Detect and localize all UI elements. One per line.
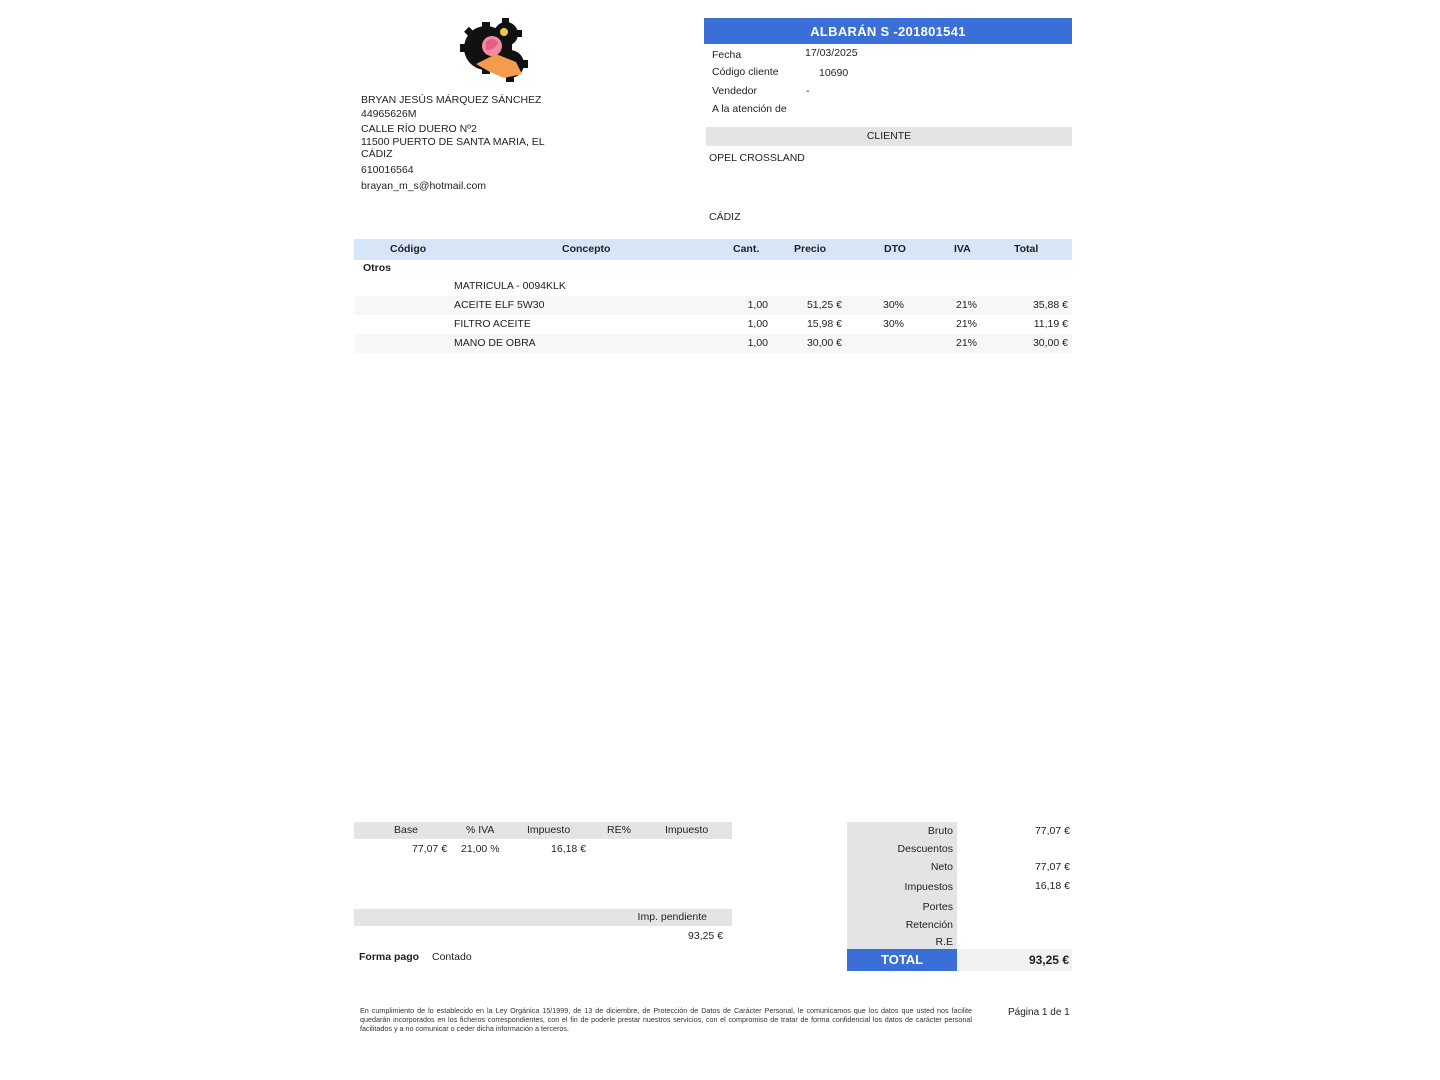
items-group-label: Otros bbox=[363, 262, 392, 274]
row-iva: 21% bbox=[956, 337, 978, 349]
bruto-value: 77,07 € bbox=[1034, 825, 1070, 837]
meta-vendedor-row bbox=[704, 82, 1072, 100]
row-concepto: ACEITE ELF 5W30 bbox=[454, 299, 545, 311]
codigo-cliente-label: Código cliente bbox=[712, 66, 779, 78]
row-concepto: MATRICULA - 0094KLK bbox=[454, 280, 566, 292]
meta-codigo-row bbox=[704, 64, 1072, 82]
cliente-city: CÁDIZ bbox=[709, 211, 741, 223]
row-cant: 1,00 bbox=[747, 299, 768, 311]
re-label: R.E bbox=[935, 936, 953, 948]
forma-pago-value: Contado bbox=[432, 951, 472, 963]
pendiente-value: 93,25 € bbox=[688, 930, 724, 942]
issuer-address: CALLE RÍO DUERO Nº2 bbox=[361, 122, 477, 135]
row-cant: 1,00 bbox=[747, 318, 768, 330]
tax-col-base: Base bbox=[394, 824, 418, 836]
descuentos-label: Descuentos bbox=[897, 843, 953, 855]
col-total: Total bbox=[1014, 243, 1039, 255]
table-row bbox=[354, 315, 1072, 334]
row-cant: 1,00 bbox=[747, 337, 768, 349]
row-precio: 51,25 € bbox=[806, 299, 842, 311]
legal-notice: En cumplimiento de lo establecido en la Ley Orgánica 15/1999, de 13 de diciembre, de Protección de Datos de Carácter Personal, le comunicamos que los datos que usted nos facilite quedarán incorporados en los ficheros correspondientes, con el fin de poderle prestar nuestros servicios, con el compromiso de tratar de forma confidencial los datos de carácter personal facilitados y a no comunicar o ceder dicha información a terceros. bbox=[360, 1006, 972, 1033]
issuer-name: BRYAN JESÚS MÁRQUEZ SÁNCHEZ bbox=[361, 94, 542, 106]
tax-table-row bbox=[354, 841, 732, 858]
col-dto: DTO bbox=[884, 243, 906, 255]
issuer-nif: 44965626M bbox=[361, 108, 417, 121]
items-table-header bbox=[354, 239, 1072, 260]
col-precio: Precio bbox=[794, 243, 827, 255]
row-precio: 15,98 € bbox=[806, 318, 842, 330]
fecha-value: 17/03/2025 bbox=[805, 47, 858, 59]
col-cant: Cant. bbox=[733, 243, 760, 255]
total-value: 93,25 € bbox=[957, 949, 1072, 971]
meta-atencion-row bbox=[704, 100, 1072, 118]
codigo-cliente-value: 10690 bbox=[819, 67, 849, 79]
issuer-city: 11500 PUERTO DE SANTA MARIA, EL bbox=[361, 136, 545, 149]
row-iva: 21% bbox=[956, 299, 978, 311]
totals-labels bbox=[847, 822, 957, 949]
neto-label: Neto bbox=[930, 861, 953, 873]
table-row bbox=[354, 334, 1072, 353]
row-concepto: MANO DE OBRA bbox=[454, 337, 536, 349]
issuer-phone: 610016564 bbox=[361, 164, 414, 177]
forma-pago-label: Forma pago bbox=[359, 951, 420, 963]
tax-impuesto-value: 16,18 € bbox=[551, 843, 587, 855]
row-precio: 30,00 € bbox=[806, 337, 842, 349]
totals-values bbox=[957, 822, 1072, 949]
document-title: ALBARÁN S -201801541 bbox=[704, 18, 1072, 44]
cliente-name: OPEL CROSSLAND bbox=[709, 152, 805, 164]
cliente-header: CLIENTE bbox=[706, 127, 1072, 146]
impuestos-value: 16,18 € bbox=[1034, 880, 1070, 892]
total-label: TOTAL bbox=[847, 949, 957, 971]
meta-fecha-row bbox=[704, 46, 1072, 64]
row-total: 11,19 € bbox=[1033, 318, 1068, 330]
pendiente-bar bbox=[354, 909, 732, 926]
company-logo bbox=[456, 18, 532, 88]
vendedor-label: Vendedor bbox=[712, 85, 757, 97]
page-number: Página 1 de 1 bbox=[1008, 1007, 1070, 1018]
portes-label: Portes bbox=[922, 901, 953, 913]
row-total: 30,00 € bbox=[1032, 337, 1068, 349]
col-codigo: Código bbox=[390, 243, 427, 255]
impuestos-label: Impuestos bbox=[904, 881, 953, 893]
bruto-label: Bruto bbox=[927, 825, 953, 837]
tax-base-value: 77,07 € bbox=[412, 843, 448, 855]
fecha-label: Fecha bbox=[712, 49, 742, 61]
issuer-block bbox=[361, 93, 561, 193]
pendiente-label: Imp. pendiente bbox=[637, 911, 707, 923]
row-iva: 21% bbox=[956, 318, 978, 330]
table-row bbox=[354, 296, 1072, 315]
table-row bbox=[354, 277, 1072, 296]
tax-col-iva: % IVA bbox=[466, 824, 495, 836]
tax-iva-value: 21,00 % bbox=[461, 843, 500, 855]
tax-col-impuesto2: Impuesto bbox=[665, 824, 709, 836]
row-concepto: FILTRO ACEITE bbox=[454, 318, 531, 330]
row-dto: 30% bbox=[883, 299, 905, 311]
issuer-province: CÁDIZ bbox=[361, 148, 393, 161]
col-concepto: Concepto bbox=[562, 243, 611, 255]
tax-table-header bbox=[354, 822, 732, 839]
atencion-label: A la atención de bbox=[712, 103, 787, 115]
col-iva: IVA bbox=[954, 243, 971, 255]
retencion-label: Retención bbox=[905, 919, 953, 931]
row-dto: 30% bbox=[883, 318, 905, 330]
document-meta bbox=[704, 46, 1072, 118]
neto-value: 77,07 € bbox=[1034, 861, 1070, 873]
row-total: 35,88 € bbox=[1032, 299, 1068, 311]
tax-col-impuesto: Impuesto bbox=[527, 824, 571, 836]
issuer-email: brayan_m_s@hotmail.com bbox=[361, 179, 487, 192]
tax-col-re: RE% bbox=[607, 824, 631, 836]
vendedor-value: - bbox=[806, 85, 810, 97]
